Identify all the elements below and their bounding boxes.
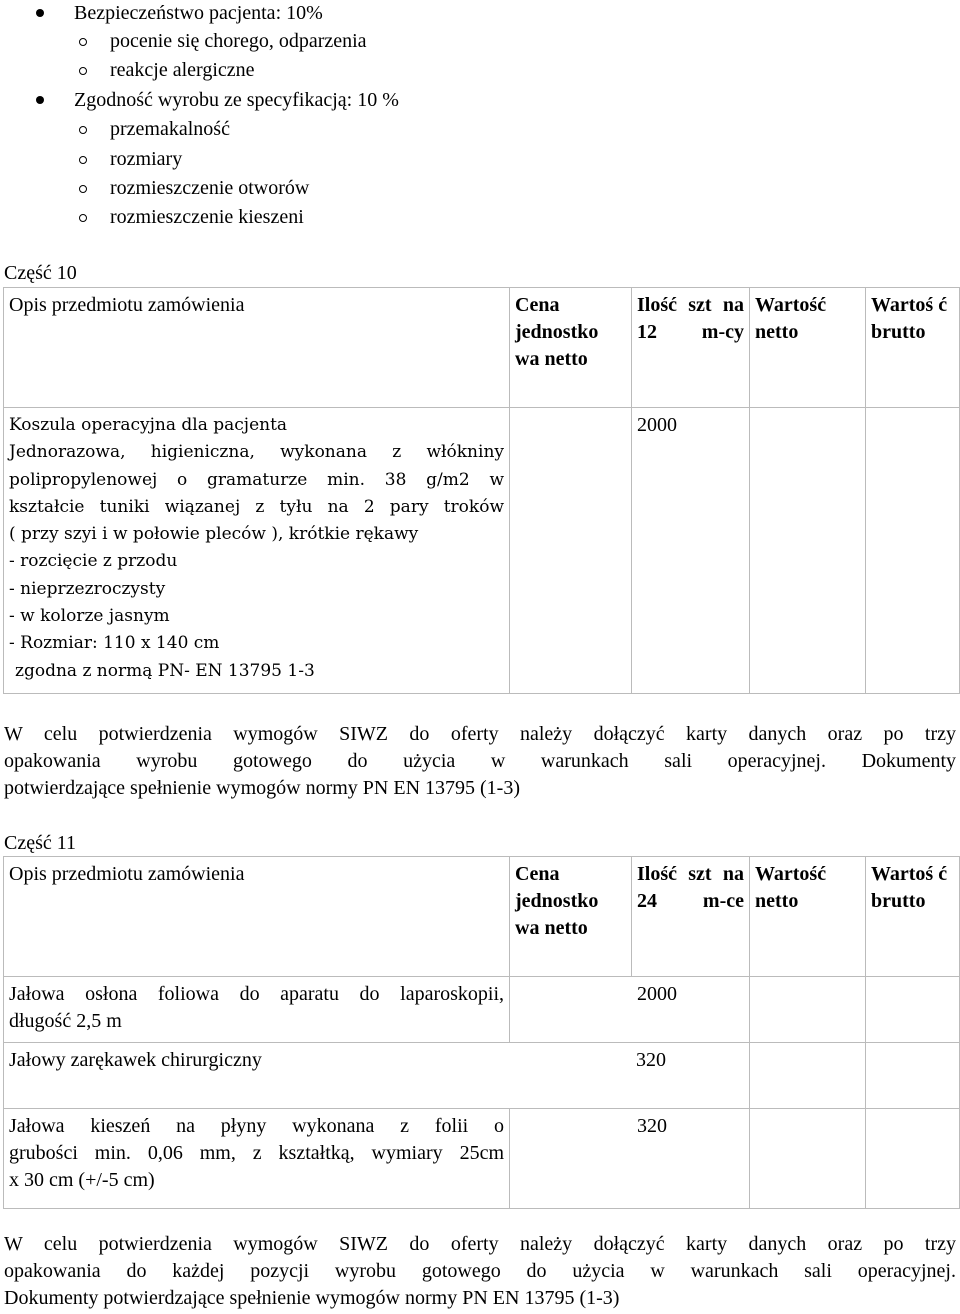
desc-line: Koszula operacyjna dla pacjenta: [9, 415, 288, 435]
desc-line: polipropylenowej o gramaturze min. 38 g/m2 w: [9, 469, 504, 490]
desc-line: Jałowa kieszeń na płyny wykonana z folii o: [9, 1115, 504, 1137]
desc-line: długość 2,5 m: [9, 1010, 122, 1032]
desc-line: Jednorazowa, higieniczna, wykonana z włókniny: [9, 442, 504, 463]
part11-title: Część 11: [4, 832, 77, 854]
note-line: opakowania do każdej pozycji wyrobu gotowego do użycia w warunkach sali operacyjnej.: [4, 1260, 956, 1282]
criterion-item: Zgodność wyrobu ze specyfikacją: 10 %: [74, 87, 399, 114]
part11-table: [3, 856, 960, 1209]
header-gross: Wartoś ć brutto: [866, 857, 960, 977]
header-net: Wartość netto: [750, 857, 866, 977]
item-description: [4, 1043, 750, 1109]
desc-line: Jałowy zarękawek chirurgiczny: [9, 1049, 262, 1071]
header-gross: Wartoś ć brutto: [866, 288, 960, 408]
criterion-subitem: rozmiary: [110, 146, 182, 173]
item-description: [4, 408, 510, 694]
note-line: W celu potwierdzenia wymogów SIWZ do oferty należy dołączyć karty danych oraz po trzy: [4, 1233, 956, 1255]
part10-note: [4, 721, 956, 802]
note-line: Dokumenty potwierdzające spełnienie wymogów normy PN EN 13795 (1-3): [4, 1287, 620, 1309]
part11-header-row: [4, 857, 960, 977]
desc-line: - Rozmiar: 110 x 140 cm: [9, 633, 220, 654]
criterion-subitem: przemakalność: [110, 116, 230, 143]
table-row: [4, 1043, 960, 1109]
table-row: [4, 408, 960, 694]
gross-cell: [866, 1109, 960, 1209]
net-cell: [750, 408, 866, 694]
desc-line: - nieprzezroczysty: [9, 578, 166, 599]
table-row: [4, 1109, 960, 1209]
item-description: [4, 977, 510, 1043]
note-line: opakowania wyrobu gotowego do użycia w warunkach sali operacyjnej. Dokumenty: [4, 750, 956, 772]
qty-cell: 2000: [510, 977, 750, 1043]
header-qty: Ilość szt na 24 m-ce: [632, 857, 750, 977]
part10-header-row: [4, 288, 960, 408]
criterion-subitem: rozmieszczenie otworów: [110, 175, 309, 202]
header-price: Cena jednostko wa netto: [510, 288, 632, 408]
desc-line: zgodna z normą PN- EN 13795 1-3: [15, 660, 315, 681]
header-qty: Ilość szt na 12 m-cy: [632, 288, 750, 408]
gross-cell: [866, 408, 960, 694]
note-line: W celu potwierdzenia wymogów SIWZ do oferty należy dołączyć karty danych oraz po trzy: [4, 723, 956, 745]
price-cell: [510, 408, 632, 694]
desc-line: kształcie tuniki wiązanej z tyłu na 2 pary troków: [9, 496, 504, 517]
part11-note: [4, 1231, 956, 1312]
table-row: [4, 977, 960, 1043]
note-line: potwierdzające spełnienie wymogów normy PN EN 13795 (1-3): [4, 777, 520, 799]
criterion-item: Bezpieczeństwo pacjenta: 10%: [74, 0, 323, 27]
header-desc: Opis przedmiotu zamówienia: [4, 857, 510, 977]
desc-line: - rozcięcie z przodu: [9, 551, 178, 572]
criterion-subitem: pocenie się chorego, odparzenia: [110, 28, 367, 55]
net-cell: [750, 977, 866, 1043]
header-desc: Opis przedmiotu zamówienia: [4, 288, 510, 408]
part10-title: Część 10: [4, 262, 77, 284]
qty-cell: 320: [636, 1049, 666, 1071]
gross-cell: [866, 977, 960, 1043]
criterion-subitem: rozmieszczenie kieszeni: [110, 204, 304, 231]
header-net: Wartość netto: [750, 288, 866, 408]
criterion-subitem: reakcje alergiczne: [110, 57, 255, 84]
desc-line: grubości min. 0,06 mm, z kształtką, wymiary 25cm: [9, 1142, 504, 1164]
item-description: [4, 1109, 510, 1209]
header-price: Cena jednostko wa netto: [510, 857, 632, 977]
desc-line: x 30 cm (+/-5 cm): [9, 1169, 155, 1191]
gross-cell: [866, 1043, 960, 1109]
qty-cell: 320: [510, 1109, 750, 1209]
qty-cell: 2000: [632, 408, 750, 694]
desc-line: - w kolorze jasnym: [9, 606, 170, 627]
net-cell: [750, 1109, 866, 1209]
part10-table: [3, 287, 960, 694]
desc-line: Jałowa osłona foliowa do aparatu do laparoskopii,: [9, 983, 504, 1005]
net-cell: [750, 1043, 866, 1109]
desc-line: ( przy szyi i w połowie pleców ), krótkie rękawy: [9, 524, 419, 545]
